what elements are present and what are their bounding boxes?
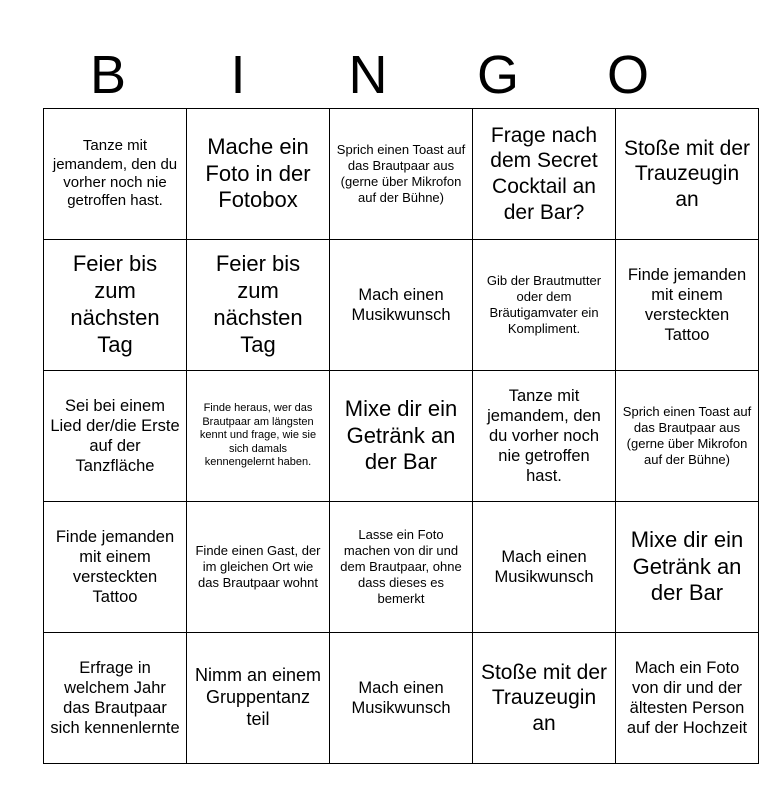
bingo-cell[interactable]: Mach einen Musikwunsch: [473, 502, 616, 633]
bingo-cell[interactable]: Erfrage in welchem Jahr das Brautpaar sich kennenlernte: [44, 633, 187, 764]
board-row: [44, 633, 759, 764]
bingo-cell[interactable]: Stoße mit der Trauzeugin an: [616, 109, 759, 240]
bingo-cell[interactable]: Mach einen Musikwunsch: [330, 633, 473, 764]
bingo-cell[interactable]: Mache ein Foto in der Fotobox: [187, 109, 330, 240]
bingo-cell[interactable]: Nimm an einem Gruppentanz teil: [187, 633, 330, 764]
bingo-cell[interactable]: Feier bis zum nächsten Tag: [44, 240, 187, 371]
bingo-cell[interactable]: Sei bei einem Lied der/die Erste auf der Tanzfläche: [44, 371, 187, 502]
bingo-cell[interactable]: Finde heraus, wer das Brautpaar am längsten kennt und frage, wie sie sich damals kennengelernt haben.: [187, 371, 330, 502]
bingo-cell[interactable]: Mach ein Foto von dir und der ältesten Person auf der Hochzeit: [616, 633, 759, 764]
header-letter-o: O: [606, 45, 649, 105]
bingo-cell[interactable]: Sprich einen Toast auf das Brautpaar aus (gerne über Mikrofon auf der Bühne): [330, 109, 473, 240]
board-row: [44, 371, 759, 502]
bingo-cell[interactable]: Finde einen Gast, der im gleichen Ort wie das Brautpaar wohnt: [187, 502, 330, 633]
header-letter-g: G: [476, 45, 519, 105]
bingo-cell[interactable]: Feier bis zum nächsten Tag: [187, 240, 330, 371]
bingo-cell[interactable]: Tanze mit jemandem, den du vorher noch nie getroffen hast.: [44, 109, 187, 240]
bingo-cell[interactable]: Finde jemanden mit einem versteckten Tattoo: [616, 240, 759, 371]
bingo-cell[interactable]: Lasse ein Foto machen von dir und dem Brautpaar, ohne dass dieses es bemerkt: [330, 502, 473, 633]
bingo-cell[interactable]: Mach einen Musikwunsch: [330, 240, 473, 371]
bingo-cell[interactable]: Gib der Brautmutter oder dem Bräutigamvater ein Kompliment.: [473, 240, 616, 371]
bingo-cell[interactable]: Tanze mit jemandem, den du vorher noch nie getroffen hast.: [473, 371, 616, 502]
bingo-cell[interactable]: Mixe dir ein Getränk an der Bar: [330, 371, 473, 502]
bingo-cell[interactable]: Mixe dir ein Getränk an der Bar: [616, 502, 759, 633]
board-row: [44, 109, 759, 240]
bingo-board: [43, 108, 759, 764]
header-letter-i: I: [230, 45, 246, 105]
bingo-cell[interactable]: Sprich einen Toast auf das Brautpaar aus (gerne über Mikrofon auf der Bühne): [616, 371, 759, 502]
header-letter-b: B: [89, 45, 127, 105]
header-letter-n: N: [348, 45, 388, 105]
board-row: [44, 502, 759, 633]
bingo-header: [43, 40, 693, 110]
bingo-cell[interactable]: Finde jemanden mit einem versteckten Tattoo: [44, 502, 187, 633]
board-row: [44, 240, 759, 371]
bingo-cell[interactable]: Stoße mit der Trauzeugin an: [473, 633, 616, 764]
bingo-cell[interactable]: Frage nach dem Secret Cocktail an der Bar?: [473, 109, 616, 240]
